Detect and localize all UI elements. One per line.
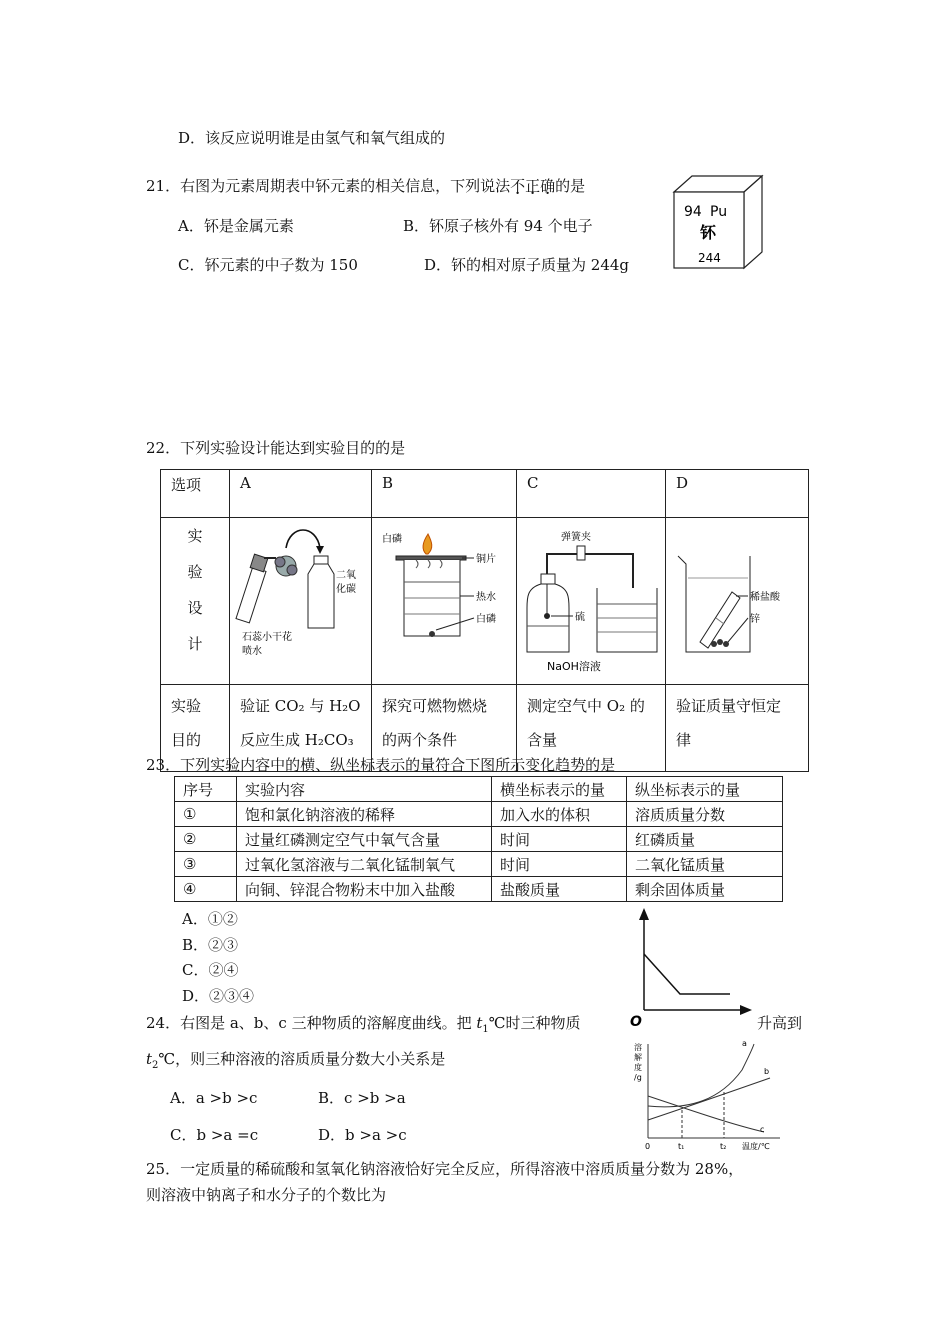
chart-xlabel: 温度/℃ [742, 1142, 770, 1151]
curve-label-a: a [742, 1040, 747, 1048]
mass-conservation-apparatus [666, 518, 808, 680]
q22-header-c: C [517, 470, 666, 518]
chart-ylabel: 溶 [634, 1043, 642, 1052]
chart-origin: 0 [645, 1142, 651, 1151]
table-row: ① 饱和氯化钠溶液的稀释 加入水的体积 溶质质量分数 [175, 802, 783, 827]
q22-figure-b-cell [372, 518, 517, 685]
label-acid: 稀盐酸 [750, 592, 780, 603]
q24-stem-1-end: 升高到 [757, 1014, 803, 1032]
chart-ylabel: 度 [634, 1063, 642, 1072]
q23-stem: 23．下列实验内容中的横、纵坐标表示的量符合下图所示变化趋势的是 [146, 756, 616, 774]
q22-header-label: 选项 [161, 470, 230, 518]
element-cube-pu [668, 172, 768, 272]
emphasis-dot: 确 [540, 177, 556, 195]
q23-table [174, 776, 783, 902]
emphasis-dot: 不 [510, 177, 526, 195]
q23-header: 纵坐标表示的量 [627, 777, 783, 802]
q22-purpose-b: 探究可燃物燃烧 的两个条件 [372, 685, 517, 772]
label-white-p-top: 白磷 [382, 534, 402, 545]
q22-figure-c-cell [517, 518, 666, 685]
table-row: ③ 过氧化氢溶液与二氧化锰制氧气 时间 二氧化锰质量 [175, 852, 783, 877]
label-spray: 喷水 [242, 646, 262, 657]
label-flower: 石蕊小干花 [242, 632, 292, 643]
trend-line [644, 954, 730, 994]
table-row: ④ 向铜、锌混合物粉末中加入盐酸 盐酸质量 剩余固体质量 [175, 877, 783, 902]
curve-a [648, 1044, 754, 1107]
tick-t1: t₁ [678, 1142, 685, 1151]
q23-header: 横坐标表示的量 [492, 777, 627, 802]
element-symbol: Pu [710, 204, 728, 220]
q23-trend-graph [628, 906, 758, 1028]
q20-option-d: D．该反应说明谁是由氢气和氧气组成的 [178, 129, 446, 147]
q24-option-c: C．b >a =c [170, 1126, 259, 1144]
chart-ylabel: 解 [634, 1053, 642, 1062]
q22-purpose-label: 实验 目的 [161, 685, 230, 772]
q23-header: 序号 [175, 777, 237, 802]
q21-option-b: B．钚原子核外有 94 个电子 [403, 217, 593, 235]
q23-option-c: C．②④ [182, 961, 239, 979]
curve-b [648, 1078, 770, 1120]
label-co2-1: 二氧 [336, 570, 356, 581]
element-name: 钚 [700, 223, 717, 242]
q22-figure-a-cell [230, 518, 372, 685]
q24-option-d: D．b >a >c [318, 1126, 407, 1144]
emphasis-dot: 正 [525, 177, 541, 195]
label-hot-water: 热水 [476, 592, 496, 603]
q21-stem: 21．右图为元素周期表中钚元素的相关信息，下列说法不正确的是 [146, 177, 586, 195]
label-sulfur: 硫 [575, 612, 585, 623]
q24-stem-1: 24．右图是 a、b、c 三种物质的溶解度曲线。把 $t_1℃$时三种物质 [146, 1014, 581, 1035]
tick-t2: t₂ [720, 1142, 727, 1151]
combustion-apparatus [372, 518, 516, 680]
q24-stem-2: $t_2℃$，则三种溶液的溶质质量分数大小关系是 [146, 1050, 446, 1071]
curve-label-c: c [760, 1125, 765, 1134]
q22-purpose-a: 验证 CO₂ 与 H₂O 反应生成 H₂CO₃ [230, 685, 372, 772]
q25-line-1: 25．一定质量的稀硫酸和氢氧化钠溶液恰好完全反应，所得溶液中溶质质量分数为 28%， [146, 1160, 744, 1178]
y-axis-arrow [639, 908, 649, 920]
chart-ylabel: /g [634, 1073, 642, 1082]
q21-option-d: D．钚的相对原子质量为 244g [424, 256, 630, 274]
label-co2-2: 化碳 [336, 584, 356, 595]
q24-option-a: A．a >b >c [170, 1089, 258, 1107]
q22-purpose-d: 验证质量守恒定 律 [666, 685, 809, 772]
q24-option-b: B．c >b >a [318, 1089, 406, 1107]
q22-header-b: B [372, 470, 517, 518]
label-naoh: NaOH溶液 [547, 660, 601, 673]
element-number: 94 [684, 204, 702, 220]
q22-figure-d-cell [666, 518, 809, 685]
x-axis-arrow [740, 1005, 752, 1015]
element-mass: 244 [698, 251, 721, 265]
q22-stem: 22．下列实验设计能达到实验目的的是 [146, 439, 406, 457]
label-copper: 铜片 [476, 554, 496, 565]
label-zinc: 锌 [750, 614, 760, 625]
q22-purpose-c: 测定空气中 O₂ 的 含量 [517, 685, 666, 772]
table-row: ② 过量红磷测定空气中氧气含量 时间 红磷质量 [175, 827, 783, 852]
oxygen-measure-apparatus [517, 518, 665, 680]
q23-option-d: D．②③④ [182, 987, 255, 1005]
q21-option-a: A．钚是金属元素 [178, 217, 294, 235]
q22-table [160, 469, 809, 772]
graph-origin: O [630, 1014, 642, 1028]
q21-option-c: C．钚元素的中子数为 150 [178, 256, 358, 274]
label-clip: 弹簧夹 [561, 532, 591, 543]
q22-header-d: D [666, 470, 809, 518]
q25-line-2: 则溶液中钠离子和水分子的个数比为 [146, 1186, 387, 1204]
q23-option-b: B．②③ [182, 936, 239, 954]
co2-flower-apparatus [230, 518, 371, 680]
solubility-curve-chart [630, 1040, 790, 1158]
curve-label-b: b [764, 1067, 770, 1076]
q22-design-label: 实 验 设 计 [161, 518, 230, 685]
label-white-p-bottom: 白磷 [476, 614, 496, 625]
q22-header-a: A [230, 470, 372, 518]
q23-option-a: A．①② [182, 910, 238, 928]
q23-header: 实验内容 [237, 777, 492, 802]
